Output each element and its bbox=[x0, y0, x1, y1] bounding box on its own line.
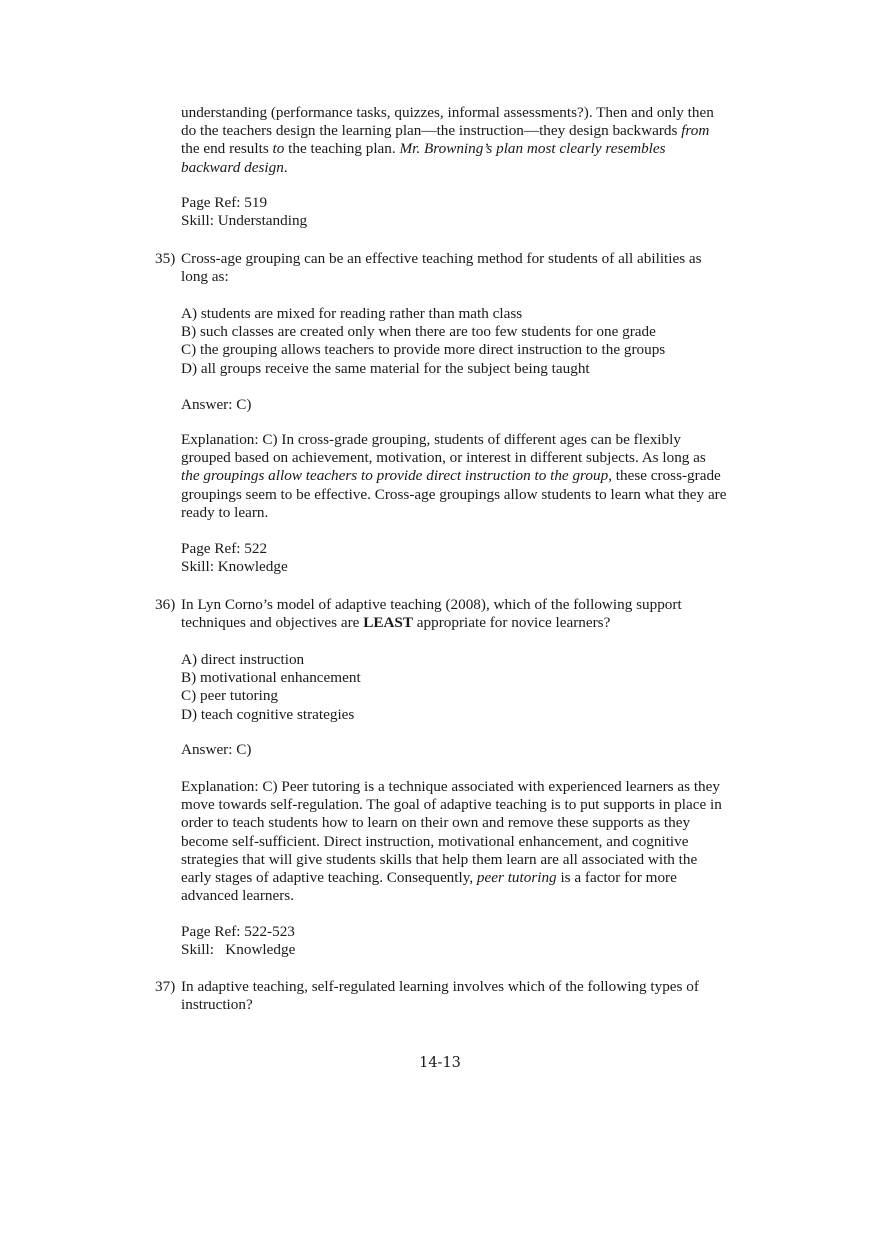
italic-run: peer tutoring bbox=[476, 869, 557, 887]
option-a: A) direct instruction bbox=[181, 651, 305, 668]
italic-run: Mr. Browning’s plan most clearly resembles bbox=[399, 140, 666, 158]
page-ref: Page Ref: 522-523 bbox=[181, 923, 295, 940]
text-run: techniques and objectives are bbox=[181, 614, 364, 632]
answer-text: Answer: C) bbox=[181, 741, 252, 758]
answer-text: Answer: C) bbox=[181, 396, 252, 413]
text-line: Explanation: C) In cross-grade grouping, students of different ages can be flexibly bbox=[181, 431, 681, 448]
italic-run: backward design bbox=[181, 158, 284, 176]
answer-options bbox=[181, 305, 756, 378]
text-line bbox=[181, 869, 756, 887]
text-line bbox=[181, 140, 756, 158]
explanation bbox=[181, 778, 756, 905]
answer-line bbox=[181, 741, 756, 759]
text-line: grouped based on achievement, motivation, or interest in different subjects. As long as bbox=[181, 449, 706, 467]
question-number: 35) bbox=[155, 250, 176, 267]
text-run: is a factor for more bbox=[556, 869, 677, 887]
text-line: advanced learners. bbox=[181, 887, 294, 905]
italic-run: the groupings allow teachers to provide direct instruction to the group bbox=[181, 467, 609, 485]
text-line bbox=[181, 467, 756, 485]
explanation bbox=[181, 431, 756, 522]
page-ref: Page Ref: 519 bbox=[181, 194, 268, 211]
text-line bbox=[181, 159, 756, 177]
skill-label: Skill: Knowledge bbox=[181, 941, 296, 959]
text-line: understanding (performance tasks, quizzes, informal assessments?). Then and only then bbox=[181, 104, 714, 121]
text-line: Cross-age grouping can be an effective teaching method for students of all abilities as bbox=[181, 250, 702, 267]
question-number: 36) bbox=[155, 596, 176, 613]
previous-explanation-continuation bbox=[181, 104, 756, 177]
text-line: groupings seem to be effective. Cross-age groupings allow students to learn what they are bbox=[181, 485, 727, 503]
text-run: the teaching plan. bbox=[284, 140, 400, 158]
page-ref-block bbox=[181, 540, 756, 576]
italic-run: to bbox=[272, 140, 285, 158]
answer-options bbox=[181, 651, 756, 724]
text-run: , these cross-grade bbox=[608, 467, 721, 485]
question-stem bbox=[181, 250, 756, 286]
option-c: C) the grouping allows teachers to provide more direct instruction to the groups bbox=[181, 341, 666, 359]
option-c: C) peer tutoring bbox=[181, 687, 279, 705]
text-run: . bbox=[283, 158, 288, 176]
text-line: ready to learn. bbox=[181, 503, 269, 521]
text-line bbox=[181, 614, 756, 632]
text-run: appropriate for novice learners? bbox=[413, 614, 611, 632]
text-run: the end results bbox=[181, 140, 273, 158]
text-line: In Lyn Corno’s model of adaptive teaching (2008), which of the following support bbox=[181, 596, 682, 613]
text-run: do the teachers design the learning plan—the instruction—they design backwards bbox=[181, 122, 682, 140]
text-run: early stages of adaptive teaching. Consequently, bbox=[181, 869, 477, 887]
option-d: D) all groups receive the same material for the subject being taught bbox=[181, 359, 590, 377]
italic-run: from bbox=[681, 122, 710, 140]
option-b: B) motivational enhancement bbox=[181, 669, 361, 687]
page-ref: Page Ref: 522 bbox=[181, 540, 268, 557]
skill-label: Skill: Knowledge bbox=[181, 558, 288, 576]
text-line: order to teach students how to learn on their own and remove these supports as they bbox=[181, 814, 691, 832]
option-d: D) teach cognitive strategies bbox=[181, 705, 355, 723]
question-number: 37) bbox=[155, 978, 176, 995]
text-line: instruction? bbox=[181, 996, 253, 1014]
option-b: B) such classes are created only when there are too few students for one grade bbox=[181, 323, 656, 341]
text-line bbox=[181, 122, 756, 140]
question-stem bbox=[181, 596, 756, 632]
text-line: strategies that will give students skills that help them learn are all associated with the bbox=[181, 850, 698, 868]
page-number: 14-13 bbox=[419, 1055, 461, 1071]
answer-line bbox=[181, 396, 756, 414]
text-line: Explanation: C) Peer tutoring is a technique associated with experienced learners as they bbox=[181, 778, 720, 795]
option-a: A) students are mixed for reading rather than math class bbox=[181, 305, 523, 322]
text-line: move towards self-regulation. The goal of adaptive teaching is to put supports in place in bbox=[181, 796, 722, 814]
skill-label: Skill: Understanding bbox=[181, 212, 308, 230]
bold-run: LEAST bbox=[363, 614, 413, 632]
question-stem bbox=[181, 978, 756, 1014]
page-ref-block bbox=[181, 194, 756, 230]
text-line: become self-sufficient. Direct instruction, motivational enhancement, and cognitive bbox=[181, 832, 689, 850]
text-line: In adaptive teaching, self-regulated learning involves which of the following types of bbox=[181, 978, 699, 995]
page-ref-block bbox=[181, 923, 756, 959]
text-line: long as: bbox=[181, 268, 229, 286]
